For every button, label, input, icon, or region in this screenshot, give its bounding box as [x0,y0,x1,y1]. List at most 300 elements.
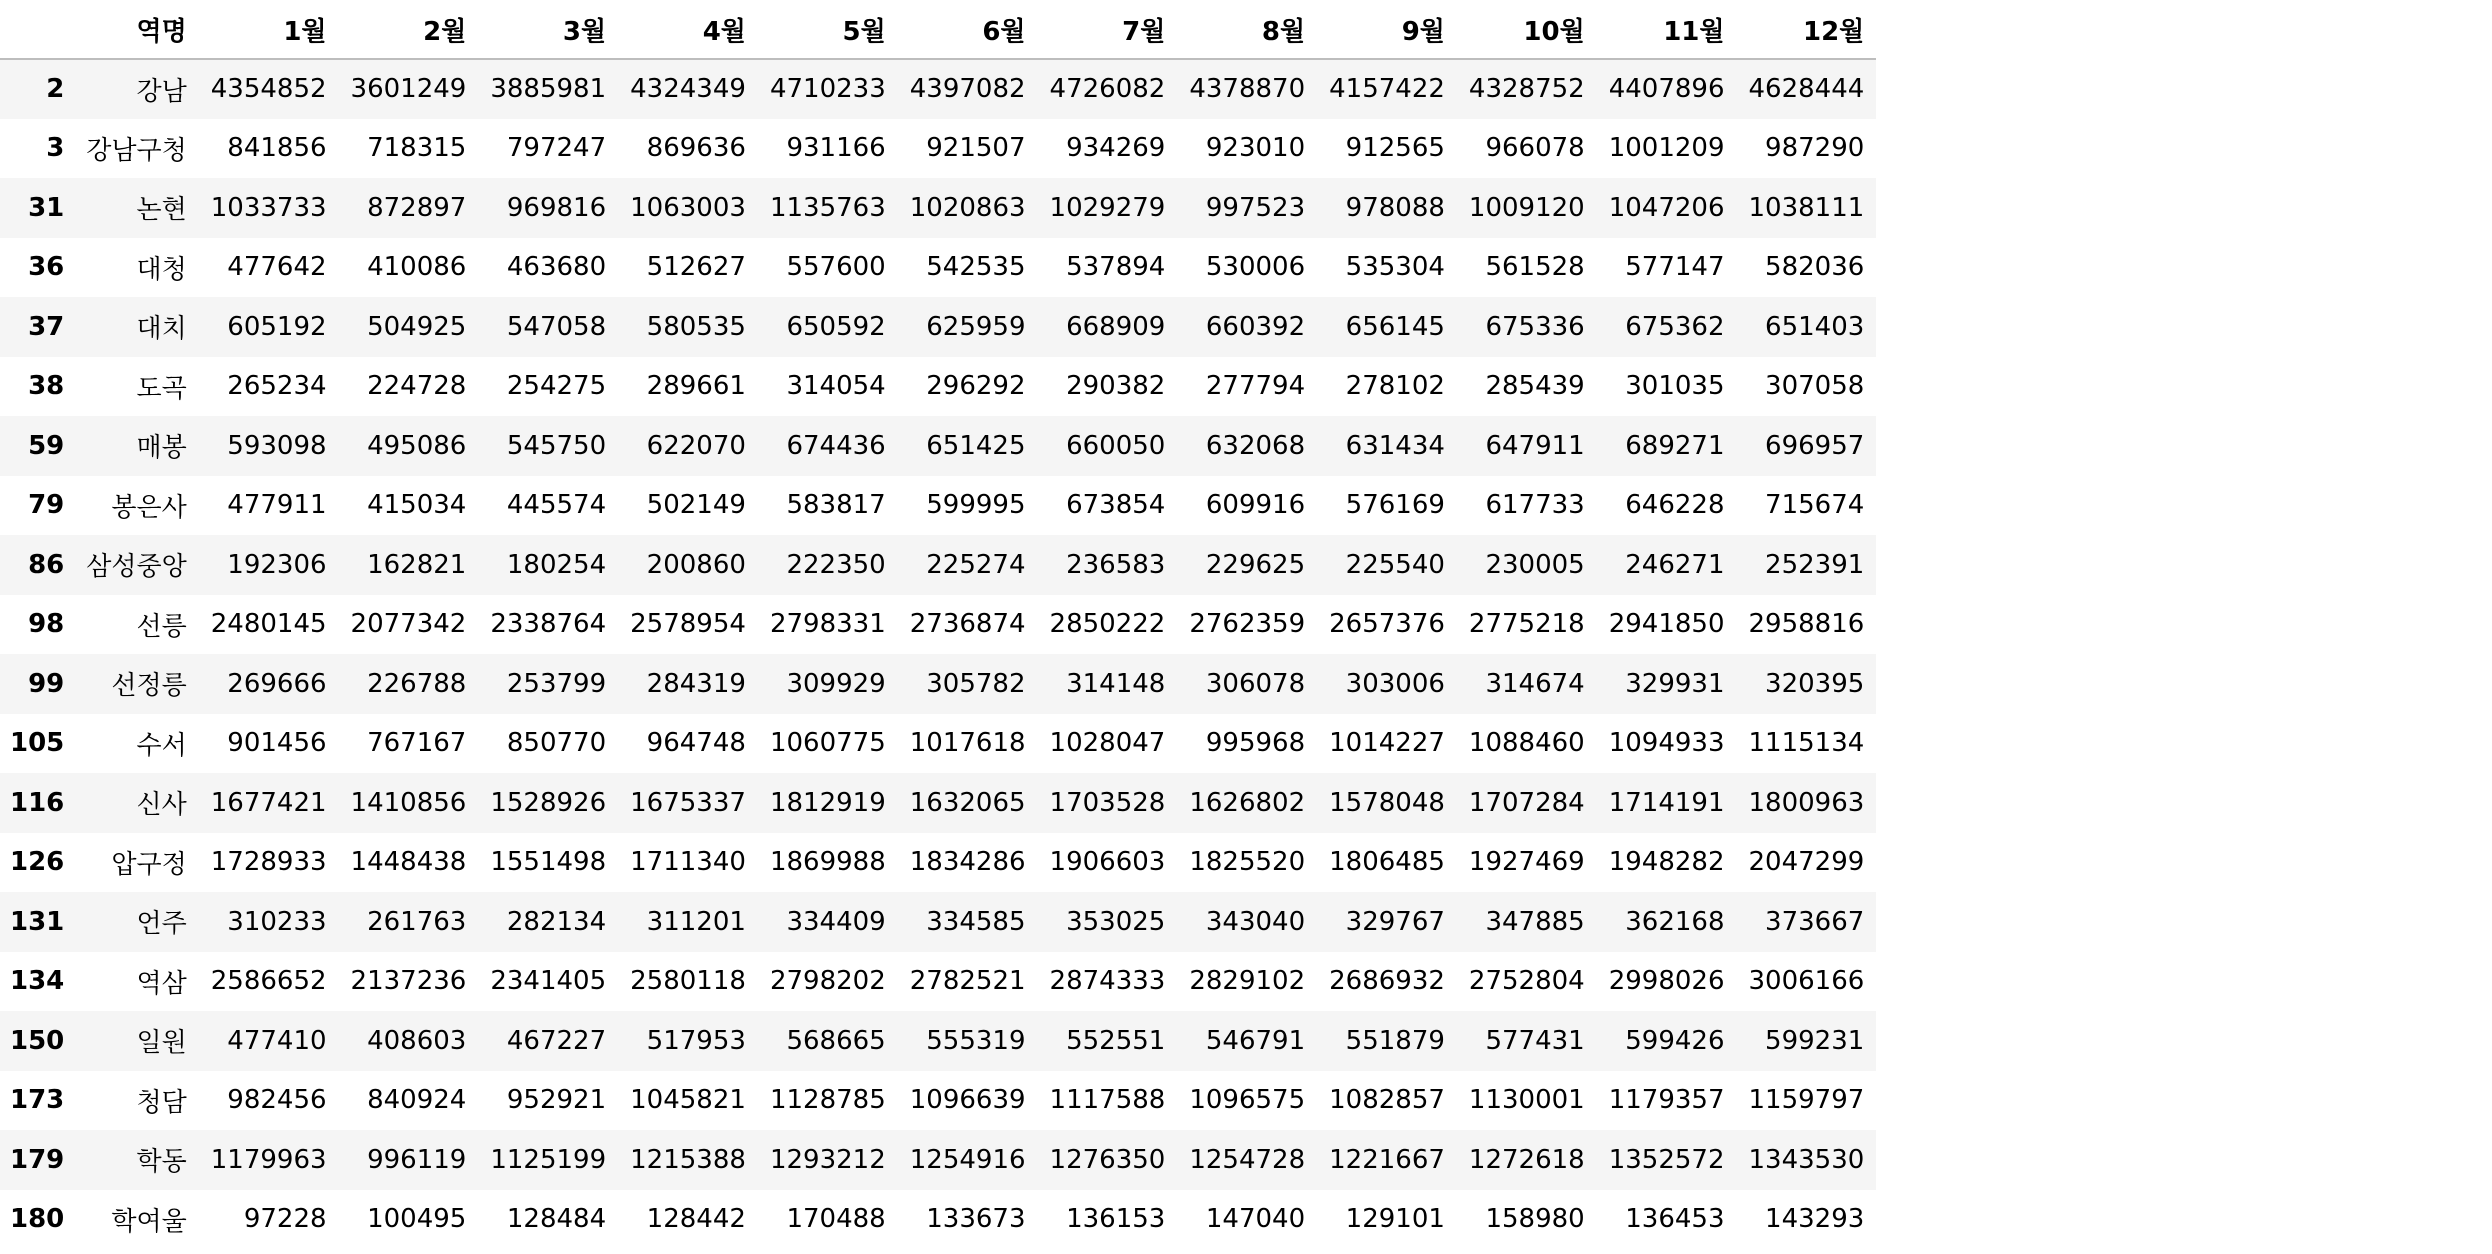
row-index: 131 [10,906,65,937]
table-row [0,297,1876,357]
monthly-value-cell: 1352572 [1608,1144,1725,1175]
monthly-value-cell: 996119 [367,1144,467,1175]
monthly-value-cell: 2850222 [1049,609,1166,640]
monthly-value-cell: 128484 [506,1204,607,1235]
monthly-value-cell: 1276350 [1049,1144,1166,1175]
monthly-value-cell: 673854 [1066,490,1166,521]
monthly-value-cell: 1254916 [909,1144,1026,1175]
monthly-value-cell: 696957 [1765,430,1865,461]
table-row [0,59,1876,119]
monthly-value-cell: 2798331 [769,609,886,640]
monthly-value-cell: 4726082 [1049,74,1166,105]
monthly-value-cell: 306078 [1205,668,1306,699]
monthly-value-cell: 1096639 [909,1085,1026,1116]
monthly-value-cell: 253799 [506,668,607,699]
monthly-value-cell: 225274 [926,549,1026,580]
column-header: 10월 [1457,0,1597,59]
monthly-value-cell: 305782 [926,668,1026,699]
monthly-value-cell: 2586652 [210,966,327,997]
monthly-value-cell: 3006166 [1748,966,1865,997]
monthly-value-cell: 1014227 [1329,728,1445,759]
monthly-value-cell: 224728 [367,371,467,402]
station-name-cell: 역삼 [136,968,187,999]
monthly-value-cell: 576169 [1345,490,1445,521]
monthly-value-cell: 605192 [227,311,327,342]
monthly-value-cell: 997523 [1205,192,1306,223]
monthly-value-cell: 495086 [367,430,467,461]
table-row [0,476,1876,536]
monthly-value-cell: 1906603 [1049,847,1166,878]
column-header: 3월 [478,0,618,59]
monthly-value-cell: 632068 [1205,430,1306,461]
monthly-value-cell: 512627 [646,252,746,283]
monthly-value-cell: 969816 [506,192,607,223]
monthly-value-cell: 1677421 [210,787,327,818]
row-index: 98 [28,609,65,640]
monthly-value-cell: 1179963 [210,1144,327,1175]
monthly-value-cell: 1028047 [1049,728,1166,759]
column-header: 1월 [199,0,339,59]
station-name-cell: 청담 [136,1087,187,1118]
monthly-value-cell: 1834286 [909,847,1026,878]
station-name-cell: 대치 [136,314,187,345]
monthly-value-cell: 314674 [1485,668,1585,699]
table-body [0,59,1876,1249]
monthly-value-cell: 1448438 [350,847,467,878]
table-row [0,535,1876,595]
monthly-value-cell: 290382 [1066,371,1166,402]
column-header: 4월 [618,0,758,59]
monthly-value-cell: 1096575 [1189,1085,1306,1116]
monthly-value-cell: 675336 [1485,311,1585,342]
monthly-value-cell: 225540 [1345,549,1445,580]
station-name-cell: 학동 [136,1147,187,1178]
monthly-value-cell: 872897 [367,192,467,223]
monthly-value-cell: 2775218 [1468,609,1585,640]
monthly-value-cell: 128442 [646,1204,746,1235]
monthly-value-cell: 966078 [1485,133,1585,164]
monthly-value-cell: 1578048 [1329,787,1445,818]
column-header: 12월 [1737,0,1877,59]
monthly-value-cell: 4397082 [909,74,1026,105]
monthly-value-cell: 1675337 [630,787,746,818]
monthly-value-cell: 1179357 [1608,1085,1725,1116]
monthly-value-cell: 2480145 [210,609,327,640]
monthly-value-cell: 982456 [227,1085,327,1116]
monthly-value-cell: 261763 [367,906,467,937]
monthly-value-cell: 1626802 [1189,787,1306,818]
monthly-value-cell: 477911 [227,490,327,521]
monthly-value-cell: 1948282 [1608,847,1725,878]
monthly-value-cell: 674436 [786,430,886,461]
monthly-value-cell: 2047299 [1748,847,1865,878]
monthly-value-cell: 277794 [1205,371,1306,402]
row-index: 37 [28,311,65,342]
monthly-value-cell: 1927469 [1468,847,1585,878]
monthly-value-cell: 2829102 [1189,966,1306,997]
monthly-value-cell: 226788 [367,668,467,699]
monthly-value-cell: 767167 [367,728,467,759]
monthly-value-cell: 1063003 [630,192,746,223]
monthly-value-cell: 582036 [1765,252,1865,283]
monthly-value-cell: 265234 [227,371,327,402]
monthly-value-cell: 599231 [1765,1025,1865,1056]
monthly-value-cell: 568665 [786,1025,886,1056]
monthly-value-cell: 477642 [227,252,327,283]
monthly-value-cell: 931166 [786,133,886,164]
monthly-value-cell: 869636 [646,133,746,164]
monthly-value-cell: 660392 [1205,311,1306,342]
table-row [0,654,1876,714]
monthly-value-cell: 2338764 [490,609,607,640]
monthly-value-cell: 2341405 [490,966,607,997]
monthly-value-cell: 278102 [1345,371,1445,402]
monthly-value-cell: 1343530 [1748,1144,1865,1175]
monthly-value-cell: 660050 [1066,430,1166,461]
row-index: 134 [10,966,65,997]
monthly-value-cell: 583817 [786,490,886,521]
monthly-value-cell: 296292 [926,371,1026,402]
table-row [0,952,1876,1012]
monthly-value-cell: 1707284 [1468,787,1585,818]
row-index: 105 [10,728,65,759]
monthly-value-cell: 547058 [506,311,607,342]
station-name-cell: 수서 [136,730,187,761]
table-row [0,892,1876,952]
monthly-value-cell: 2137236 [350,966,467,997]
monthly-value-cell: 1703528 [1049,787,1166,818]
monthly-value-cell: 504925 [367,311,467,342]
table-row [0,833,1876,893]
monthly-value-cell: 517953 [646,1025,746,1056]
monthly-value-cell: 841856 [227,133,327,164]
monthly-value-cell: 477410 [227,1025,327,1056]
monthly-value-cell: 840924 [367,1085,467,1116]
monthly-value-cell: 617733 [1485,490,1585,521]
monthly-value-cell: 1130001 [1468,1085,1585,1116]
station-name-cell: 도곡 [136,373,187,404]
table-row [0,119,1876,179]
monthly-value-cell: 545750 [506,430,607,461]
column-header: 7월 [1038,0,1178,59]
monthly-value-cell: 987290 [1765,133,1865,164]
monthly-value-cell: 252391 [1765,549,1865,580]
monthly-value-cell: 463680 [506,252,607,283]
monthly-value-cell: 1001209 [1608,133,1725,164]
monthly-value-cell: 561528 [1485,252,1585,283]
row-index: 150 [10,1025,65,1056]
table-row [0,1071,1876,1131]
monthly-value-cell: 1800963 [1748,787,1865,818]
monthly-value-cell: 1017618 [909,728,1026,759]
column-header: 6월 [898,0,1038,59]
monthly-value-cell: 408603 [367,1025,467,1056]
monthly-value-cell: 1094933 [1608,728,1725,759]
monthly-value-cell: 656145 [1345,311,1445,342]
monthly-value-cell: 1115134 [1748,728,1865,759]
monthly-value-cell: 362168 [1625,906,1725,937]
monthly-value-cell: 2762359 [1189,609,1306,640]
station-name-cell: 학여울 [111,1206,187,1237]
monthly-value-cell: 415034 [367,490,467,521]
monthly-value-cell: 314148 [1066,668,1166,699]
index-header [0,0,74,59]
row-index: 36 [28,252,65,283]
monthly-value-cell: 1711340 [630,847,746,878]
monthly-value-cell: 1125199 [490,1144,607,1175]
monthly-value-cell: 599995 [926,490,1026,521]
monthly-value-cell: 1045821 [630,1085,746,1116]
table-row [0,238,1876,298]
monthly-value-cell: 289661 [646,371,746,402]
monthly-value-cell: 593098 [227,430,327,461]
monthly-value-cell: 530006 [1205,252,1306,283]
row-index: 180 [10,1204,65,1235]
monthly-value-cell: 246271 [1625,549,1725,580]
monthly-value-cell: 546791 [1205,1025,1306,1056]
monthly-value-cell: 651403 [1765,311,1865,342]
monthly-value-cell: 1009120 [1468,192,1585,223]
monthly-value-cell: 4378870 [1189,74,1306,105]
monthly-value-cell: 2736874 [909,609,1026,640]
monthly-value-cell: 978088 [1345,192,1445,223]
monthly-value-cell: 921507 [926,133,1026,164]
monthly-value-cell: 1254728 [1189,1144,1306,1175]
monthly-value-cell: 542535 [926,252,1026,283]
monthly-value-cell: 2958816 [1748,609,1865,640]
monthly-value-cell: 1128785 [769,1085,886,1116]
station-name-cell: 언주 [136,909,187,940]
monthly-value-cell: 1714191 [1608,787,1725,818]
monthly-value-cell: 143293 [1765,1204,1865,1235]
monthly-value-cell: 200860 [646,549,746,580]
monthly-value-cell: 647911 [1485,430,1585,461]
header-row [0,0,1876,59]
monthly-value-cell: 2686932 [1329,966,1445,997]
monthly-value-cell: 4628444 [1748,74,1865,105]
monthly-value-cell: 230005 [1485,549,1585,580]
monthly-value-cell: 4354852 [210,74,327,105]
monthly-value-cell: 952921 [506,1085,607,1116]
monthly-value-cell: 1029279 [1049,192,1166,223]
monthly-value-cell: 599426 [1625,1025,1725,1056]
monthly-value-cell: 964748 [646,728,746,759]
table-row [0,178,1876,238]
row-index: 2 [46,74,65,105]
monthly-value-cell: 4328752 [1468,74,1585,105]
monthly-value-cell: 537894 [1066,252,1166,283]
monthly-value-cell: 282134 [506,906,607,937]
monthly-value-cell: 334409 [786,906,886,937]
table-row [0,1190,1876,1250]
monthly-value-cell: 329931 [1625,668,1725,699]
row-index: 173 [10,1085,65,1116]
monthly-value-cell: 715674 [1765,490,1865,521]
monthly-value-cell: 1159797 [1748,1085,1865,1116]
monthly-value-cell: 1047206 [1608,192,1725,223]
monthly-value-cell: 2874333 [1049,966,1166,997]
monthly-value-cell: 373667 [1765,906,1865,937]
monthly-value-cell: 347885 [1485,906,1585,937]
monthly-value-cell: 1825520 [1189,847,1306,878]
monthly-value-cell: 668909 [1066,311,1166,342]
row-index: 59 [28,430,65,461]
monthly-value-cell: 580535 [646,311,746,342]
monthly-value-cell: 646228 [1625,490,1725,521]
monthly-value-cell: 651425 [926,430,1026,461]
monthly-value-cell: 551879 [1345,1025,1445,1056]
monthly-value-cell: 158980 [1485,1204,1585,1235]
monthly-value-cell: 675362 [1625,311,1725,342]
row-index: 3 [46,133,65,164]
column-header: 2월 [339,0,479,59]
monthly-value-cell: 650592 [786,311,886,342]
monthly-value-cell: 320395 [1765,668,1865,699]
monthly-value-cell: 555319 [926,1025,1026,1056]
station-name-cell: 대청 [136,254,187,285]
monthly-value-cell: 285439 [1485,371,1585,402]
monthly-value-cell: 552551 [1066,1025,1166,1056]
table-row [0,416,1876,476]
monthly-value-cell: 3885981 [490,74,607,105]
monthly-value-cell: 133673 [926,1204,1026,1235]
station-name-cell: 압구정 [111,849,187,880]
column-header: 8월 [1177,0,1317,59]
monthly-value-cell: 147040 [1205,1204,1306,1235]
monthly-value-cell: 314054 [786,371,886,402]
monthly-value-cell: 1088460 [1468,728,1585,759]
monthly-value-cell: 303006 [1345,668,1445,699]
row-index: 31 [28,192,65,223]
monthly-value-cell: 1215388 [630,1144,746,1175]
monthly-value-cell: 934269 [1066,133,1166,164]
monthly-value-cell: 353025 [1066,906,1166,937]
monthly-value-cell: 2077342 [350,609,467,640]
monthly-value-cell: 1293212 [769,1144,886,1175]
monthly-value-cell: 631434 [1345,430,1445,461]
station-name-cell: 선정릉 [111,671,187,702]
monthly-value-cell: 136453 [1625,1204,1725,1235]
monthly-value-cell: 129101 [1345,1204,1445,1235]
monthly-value-cell: 2782521 [909,966,1026,997]
monthly-value-cell: 1728933 [210,847,327,878]
table-header [0,0,1876,59]
monthly-value-cell: 1221667 [1329,1144,1445,1175]
monthly-value-cell: 4407896 [1608,74,1725,105]
monthly-value-cell: 4157422 [1329,74,1445,105]
monthly-value-cell: 1020863 [909,192,1026,223]
monthly-value-cell: 2798202 [769,966,886,997]
monthly-value-cell: 329767 [1345,906,1445,937]
monthly-value-cell: 1272618 [1468,1144,1585,1175]
monthly-value-cell: 180254 [506,549,607,580]
row-index: 116 [10,787,65,818]
monthly-value-cell: 577147 [1625,252,1725,283]
row-index: 126 [10,847,65,878]
monthly-value-cell: 1528926 [490,787,607,818]
monthly-value-cell: 334585 [926,906,1026,937]
table-row [0,1011,1876,1071]
monthly-value-cell: 311201 [646,906,746,937]
monthly-value-cell: 192306 [227,549,327,580]
column-header: 11월 [1597,0,1737,59]
monthly-value-cell: 1038111 [1748,192,1865,223]
monthly-value-cell: 535304 [1345,252,1445,283]
monthly-value-cell: 4710233 [769,74,886,105]
monthly-value-cell: 901456 [227,728,327,759]
monthly-value-cell: 2941850 [1608,609,1725,640]
monthly-value-cell: 502149 [646,490,746,521]
column-header: 9월 [1317,0,1457,59]
column-header: 5월 [758,0,898,59]
monthly-value-cell: 1551498 [490,847,607,878]
monthly-value-cell: 222350 [786,549,886,580]
monthly-value-cell: 284319 [646,668,746,699]
monthly-value-cell: 1806485 [1329,847,1445,878]
monthly-value-cell: 1135763 [769,192,886,223]
table-row [0,773,1876,833]
monthly-value-cell: 467227 [506,1025,607,1056]
table-row [0,357,1876,417]
monthly-value-cell: 410086 [367,252,467,283]
monthly-value-cell: 912565 [1345,133,1445,164]
monthly-value-cell: 1033733 [210,192,327,223]
column-header: 역명 [74,0,198,59]
monthly-value-cell: 4324349 [630,74,746,105]
station-name-cell: 강남 [136,76,187,107]
monthly-value-cell: 622070 [646,430,746,461]
station-name-cell: 봉은사 [111,492,187,523]
monthly-value-cell: 2657376 [1329,609,1445,640]
monthly-value-cell: 310233 [227,906,327,937]
monthly-value-cell: 850770 [506,728,607,759]
station-name-cell: 강남구청 [86,135,187,166]
monthly-value-cell: 254275 [506,371,607,402]
row-index: 99 [28,668,65,699]
station-name-cell: 일원 [136,1028,187,1059]
station-name-cell: 선릉 [136,611,187,642]
row-index: 179 [10,1144,65,1175]
monthly-value-cell: 1869988 [769,847,886,878]
monthly-value-cell: 309929 [786,668,886,699]
monthly-value-cell: 2578954 [630,609,746,640]
monthly-value-cell: 557600 [786,252,886,283]
monthly-value-cell: 445574 [506,490,607,521]
row-index: 79 [28,490,65,521]
monthly-value-cell: 236583 [1066,549,1166,580]
monthly-value-cell: 269666 [227,668,327,699]
monthly-value-cell: 343040 [1205,906,1306,937]
table-row [0,595,1876,655]
monthly-value-cell: 718315 [367,133,467,164]
monthly-value-cell: 1117588 [1049,1085,1166,1116]
monthly-value-cell: 995968 [1205,728,1306,759]
monthly-value-cell: 1632065 [909,787,1026,818]
monthly-value-cell: 301035 [1625,371,1725,402]
table-row [0,714,1876,774]
station-name-cell: 매봉 [136,433,187,464]
monthly-value-cell: 1410856 [350,787,467,818]
monthly-value-cell: 1060775 [769,728,886,759]
monthly-value-cell: 2752804 [1468,966,1585,997]
monthly-value-cell: 1082857 [1329,1085,1445,1116]
row-index: 38 [28,371,65,402]
table-row [0,1130,1876,1190]
monthly-value-cell: 577431 [1485,1025,1585,1056]
station-name-cell: 삼성중앙 [86,552,187,583]
monthly-value-cell: 170488 [786,1204,886,1235]
monthly-value-cell: 2580118 [630,966,746,997]
